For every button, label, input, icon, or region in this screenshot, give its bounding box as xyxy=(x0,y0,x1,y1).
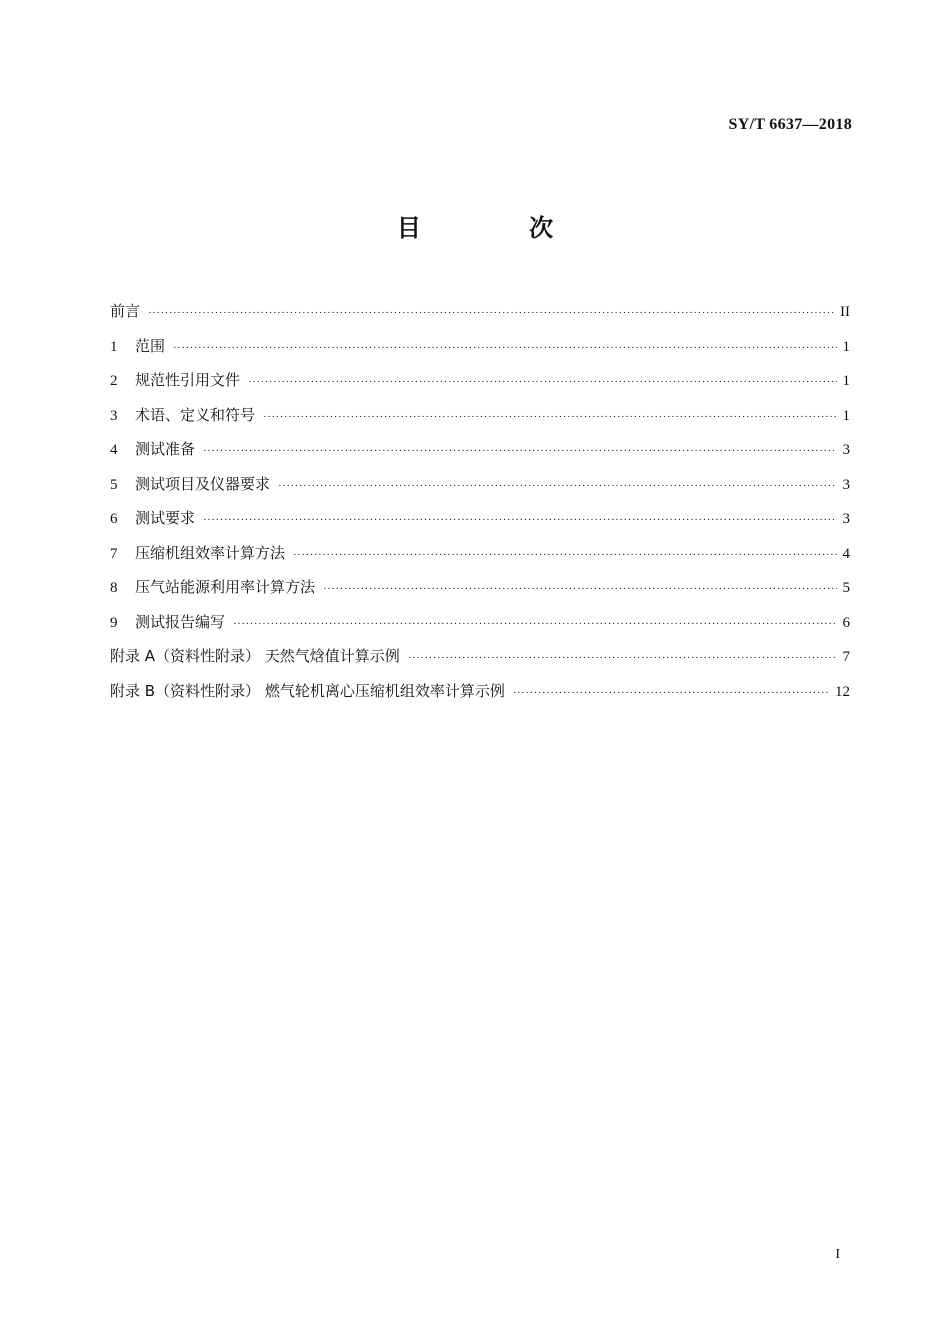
toc-entry-label: 附录 A（资料性附录） 天然气焓值计算示例 xyxy=(110,647,400,665)
standard-code: SY/T 6637—2018 xyxy=(728,116,852,133)
toc-entry-label xyxy=(110,542,285,563)
toc-entry-page: 12 xyxy=(835,683,850,700)
toc-entry-page: 1 xyxy=(842,407,850,424)
toc-entry-label xyxy=(110,576,315,597)
toc-entry-page: II xyxy=(840,304,850,320)
toc-entry-text: 术语、定义和符号 xyxy=(135,405,256,424)
toc-entry-2[interactable] xyxy=(110,369,850,404)
toc-entry-text: 压气站能源利用率计算方法 xyxy=(135,578,316,596)
toc-entry-7[interactable] xyxy=(110,542,850,577)
toc-entry-label xyxy=(110,473,270,494)
toc-entry-label xyxy=(110,611,225,632)
toc-entry-annex-b[interactable] xyxy=(110,680,850,715)
toc-entry-6[interactable] xyxy=(110,507,850,542)
toc-leader-dots xyxy=(203,514,836,526)
toc-entry-page: 3 xyxy=(842,442,850,458)
toc-entry-page: 7 xyxy=(842,649,850,665)
toc-entry-foreword[interactable] xyxy=(110,300,850,335)
toc-leader-dots xyxy=(233,618,836,630)
toc-entry-page: 3 xyxy=(842,476,850,493)
toc-entry-page: 1 xyxy=(842,373,850,389)
toc-entry-3[interactable] xyxy=(110,404,850,439)
toc-entry-label: 附录 B（资料性附录） 燃气轮机离心压缩机组效率计算示例 xyxy=(110,681,505,700)
toc-entry-number: 2 xyxy=(110,373,118,389)
toc-entry-9[interactable] xyxy=(110,611,850,646)
toc-entry-number: 8 xyxy=(110,580,118,596)
toc-entry-page: 5 xyxy=(842,580,850,596)
toc-title: 目 次 xyxy=(396,214,604,242)
toc-entry-number: 3 xyxy=(110,407,118,424)
table-of-contents xyxy=(110,300,850,714)
toc-entry-number: 7 xyxy=(110,545,118,562)
toc-entry-label xyxy=(110,507,195,528)
toc-leader-dots xyxy=(293,549,836,561)
toc-entry-page: 4 xyxy=(842,545,850,562)
toc-entry-number: 9 xyxy=(110,614,118,631)
toc-entry-8[interactable] xyxy=(110,576,850,611)
toc-entry-text: 测试准备 xyxy=(135,440,196,458)
toc-entry-text: 规范性引用文件 xyxy=(135,371,241,389)
toc-entry-number: 5 xyxy=(110,476,118,493)
toc-entry-text: 压缩机组效率计算方法 xyxy=(135,543,286,562)
toc-entry-number: 4 xyxy=(110,442,118,458)
toc-leader-dots xyxy=(323,583,836,595)
toc-leader-dots xyxy=(148,307,834,319)
toc-entry-text: 测试要求 xyxy=(135,509,196,527)
toc-leader-dots xyxy=(248,376,836,388)
toc-entry-text: 测试项目及仪器要求 xyxy=(135,474,271,493)
page-number: I xyxy=(835,1247,840,1262)
toc-entry-annex-a[interactable] xyxy=(110,645,850,680)
toc-entry-label: 前言 xyxy=(110,302,141,320)
toc-entry-page: 3 xyxy=(842,511,850,527)
toc-leader-dots xyxy=(513,687,829,699)
toc-leader-dots xyxy=(278,480,836,492)
toc-entry-number: 6 xyxy=(110,511,118,527)
toc-entry-label xyxy=(110,369,240,390)
toc-entry-5[interactable] xyxy=(110,473,850,508)
toc-entry-1[interactable] xyxy=(110,335,850,370)
toc-entry-label xyxy=(110,335,165,356)
toc-entry-page: 6 xyxy=(842,614,850,631)
toc-entry-label xyxy=(110,404,255,425)
toc-entry-number: 1 xyxy=(110,338,118,355)
toc-entry-text: 范围 xyxy=(135,336,166,355)
toc-entry-text: 测试报告编写 xyxy=(135,612,226,631)
toc-entry-4[interactable] xyxy=(110,438,850,473)
toc-entry-page: 1 xyxy=(842,338,850,355)
toc-leader-dots xyxy=(203,445,836,457)
toc-leader-dots xyxy=(173,342,836,354)
toc-leader-dots xyxy=(408,652,837,664)
toc-leader-dots xyxy=(263,411,836,423)
toc-entry-label xyxy=(110,438,195,459)
